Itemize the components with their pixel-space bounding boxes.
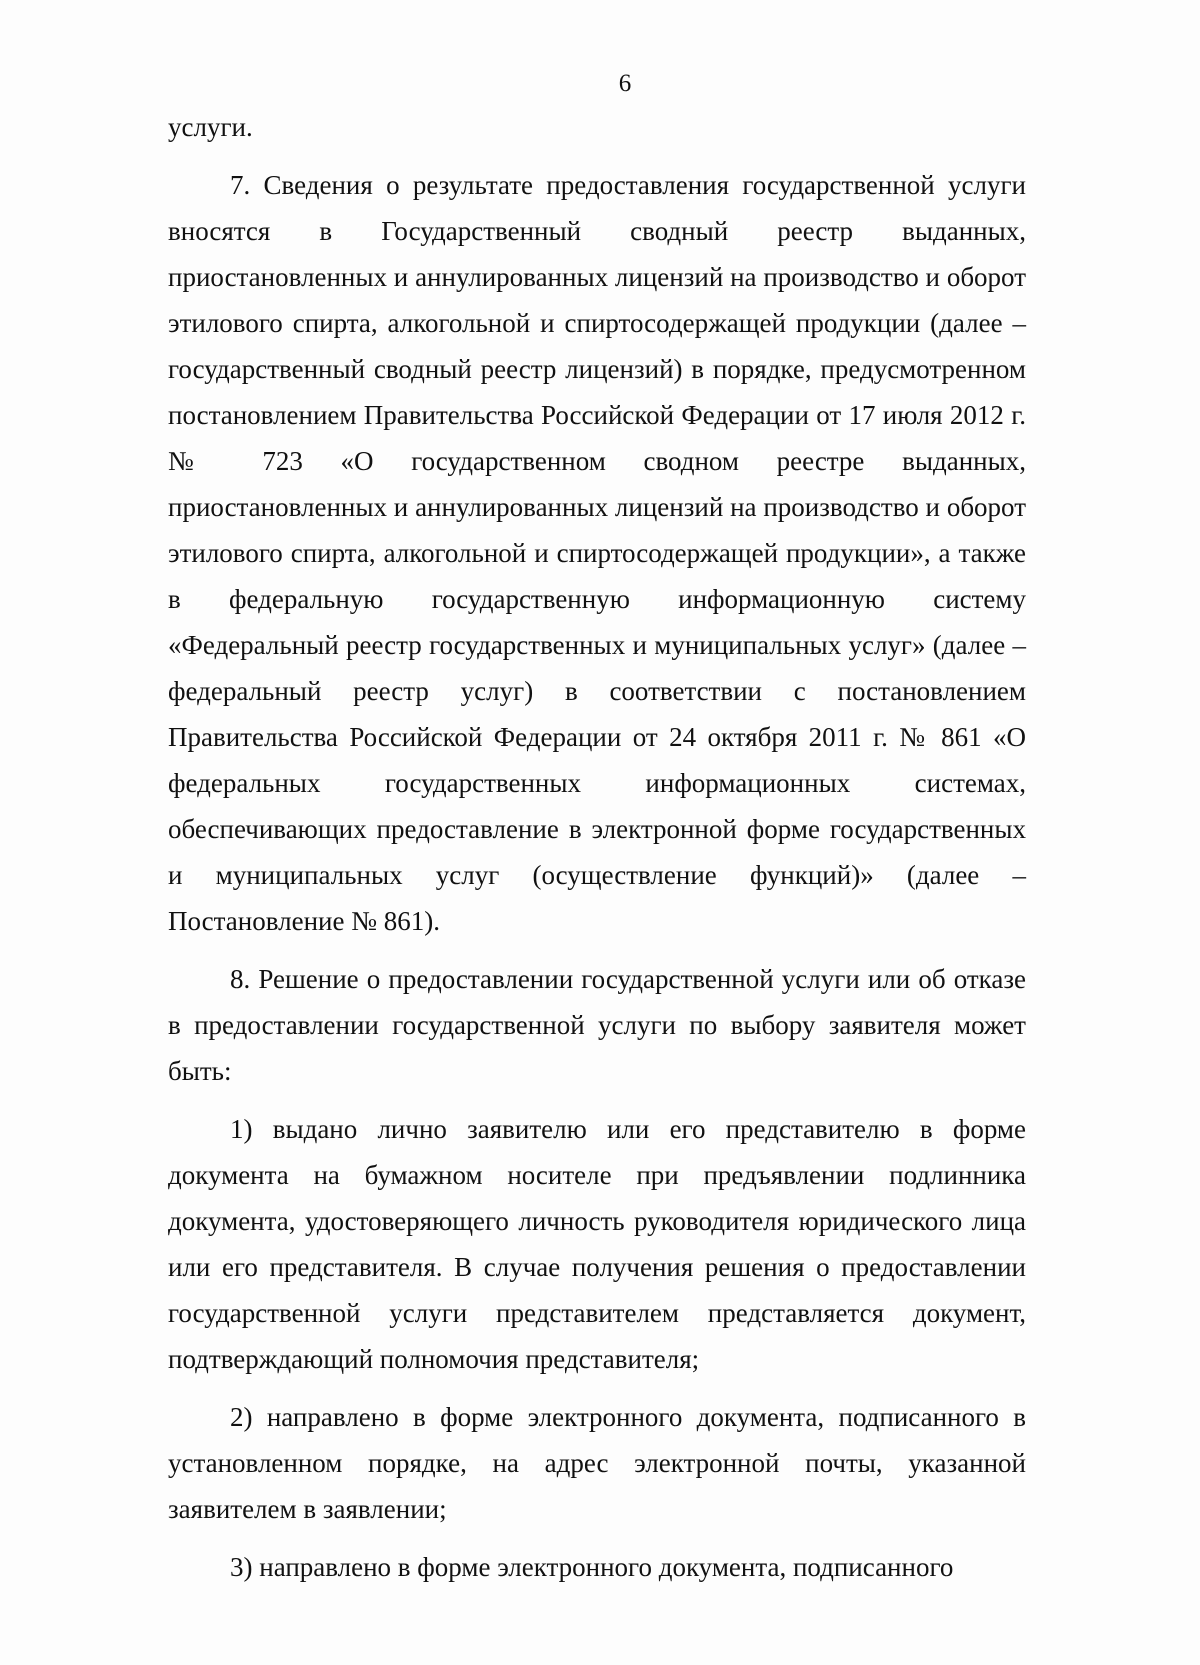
document-body (168, 104, 1026, 1590)
paragraph-item-8: 8. Решение о предоставлении государственной услуги или об отказе в предоставлении государственной услуги по выбору заявителя может быть: (168, 964, 1026, 1086)
list-item-3: 3) направлено в форме электронного документа, подписанного (230, 1552, 954, 1582)
paragraph-continuation: услуги. (168, 112, 253, 142)
paragraph-item-7: 7. Сведения о результате предоставления государственной услуги вносятся в Государственный сводный реестр выданных, приостановленных и аннулированных лицензий на производство и оборот этилового спирта, алкогольной и спиртосодержащей продукции (далее – государственный сводный реестр лицензий) в порядке, предусмотренном постановлением Правительства Российской Федерации от 17 июля 2012 г. № 723 «О государственном сводном реестре выданных, приостановленных и аннулированных лицензий на производство и оборот этилового спирта, алкогольной и спиртосодержащей продукции», а также в федеральную государственную информационную систему «Федеральный реестр государственных и муниципальных услуг» (далее – федеральный реестр услуг) в соответствии с постановлением Правительства Российской Федерации от 24 октября 2011 г. № 861 «О федеральных государственных информационных системах, обеспечивающих предоставление в электронной форме государственных и муниципальных услуг (осуществление функций)» (далее – Постановление № 861). (168, 170, 1026, 936)
list-item-1: 1) выдано лично заявителю или его представителю в форме документа на бумажном носителе при предъявлении подлинника документа, удостоверяющего личность руководителя юридического лица или его представителя. В случае получения решения о предоставлении государственной услуги представителем представляется документ, подтверждающий полномочия представителя; (168, 1114, 1026, 1374)
list-item-2: 2) направлено в форме электронного документа, подписанного в установленном порядке, на адрес электронной почты, указанной заявителем в заявлении; (168, 1402, 1026, 1524)
page-number: 6 (618, 70, 632, 97)
